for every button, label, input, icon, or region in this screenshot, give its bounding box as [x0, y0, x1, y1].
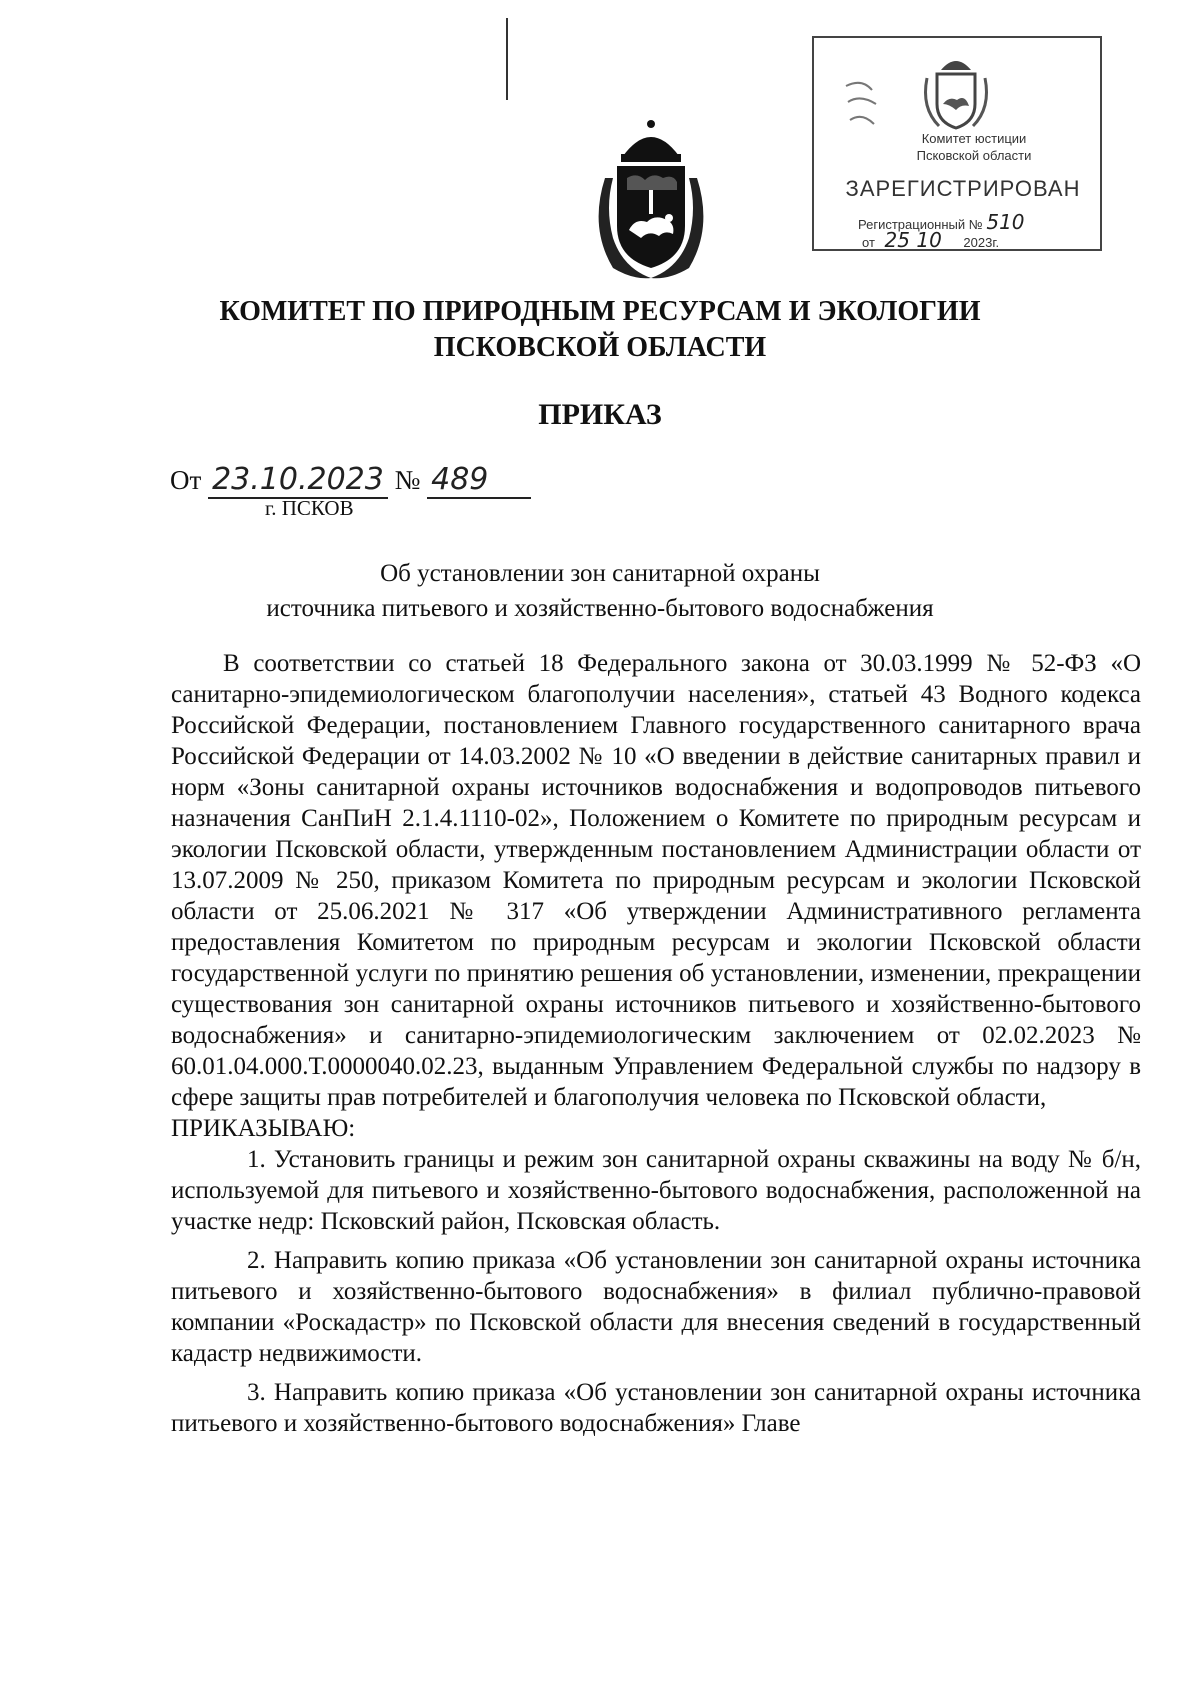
document-body	[171, 648, 1141, 1439]
order-word: ПРИКАЗЫВАЮ:	[171, 1115, 356, 1142]
stamp-crest-icon	[919, 52, 993, 132]
subject-line1: Об установлении зон санитарной охраны	[380, 560, 820, 587]
stamp-reg-number: 510	[986, 210, 1025, 234]
stamp-reg-date-line	[862, 228, 999, 252]
date-value: 23.10.2023	[208, 462, 388, 499]
date-label: От	[170, 465, 202, 495]
stamp-org-line1: Комитет юстиции	[921, 131, 1027, 146]
subject-line2: источника питьевого и хозяйственно-бытового водоснабжения	[266, 595, 934, 622]
organization-title-line1: КОМИТЕТ ПО ПРИРОДНЫМ РЕСУРСАМ И ЭКОЛОГИИ	[219, 296, 981, 327]
organization-title-line2: ПСКОВСКОЙ ОБЛАСТИ	[433, 332, 767, 363]
document-subject	[0, 556, 1200, 626]
stamp-reg-year: 2023г.	[963, 235, 1000, 250]
number-value: 489	[427, 462, 531, 499]
scan-mark-line	[506, 18, 508, 100]
stamp-reg-label: Регистрационный №	[858, 217, 983, 232]
order-item-1: 1. Установить границы и режим зон санитарной охраны скважины на воду № б/н, используемой для питьевого и хозяйственно-бытового водоснабжения, расположенной на участке недр: Псковский район, Псковская область.	[171, 1146, 1141, 1235]
stamp-from-label: от	[862, 235, 875, 250]
city: г. ПСКОВ	[265, 496, 354, 520]
stamp-organization	[874, 130, 1074, 164]
stamp-scribble-icon	[842, 76, 882, 136]
stamp-org-line2: Псковской области	[916, 148, 1032, 163]
preamble-paragraph: В соответствии со статьей 18 Федерального закона от 30.03.1999 № 52-ФЗ «О санитарно-эпидемиологическом благополучии населения», статьей 43 Водного кодекса Российской Федерации, постановлением Главного государственного санитарного врача Российской Федерации от 14.03.2002 № 10 «О введении в действие санитарных правил и норм «Зоны санитарной охраны источников водоснабжения и водопроводов питьевого назначения СанПиН 2.1.4.1110-02», Положением о Комитете по природным ресурсам и экологии Псковской области, утвержденным постановлением Администрации области от 13.07.2009 № 250, приказом Комитета по природным ресурсам и экологии Псковской области от 25.06.2021 № 317 «Об утверждении Административного регламента предоставления Комитетом по природным ресурсам и экологии Псковской области государственной услуги по принятию решения об установлении, изменении, прекращении существования зон санитарной охраны источников питьевого и хозяйственно-бытового водоснабжения» и санитарно-эпидемиологическим заключением от 02.02.2023 № 60.01.04.000.Т.0000040.02.23, выданным Управлением Федеральной службы по надзору в сфере защиты прав потребителей и благополучия человека по Псковской области,	[171, 650, 1141, 1111]
document-type: ПРИКАЗ	[538, 398, 662, 431]
stamp-reg-day-month: 25 10	[884, 228, 942, 252]
number-label: №	[394, 465, 421, 495]
date-number-line	[170, 462, 531, 499]
stamp-status: ЗАРЕГИСТРИРОВАН	[845, 176, 1081, 201]
order-item-2: 2. Направить копию приказа «Об установлении зон санитарной охраны источника питьевого и хозяйственно-бытового водоснабжения» в филиал публично-правовой компании «Роскадастр» по Псковской области для внесения сведений в государственный кадастр недвижимости.	[171, 1247, 1141, 1367]
organization-title	[0, 294, 1200, 366]
pskov-coat-of-arms-icon	[583, 118, 719, 282]
registration-stamp	[812, 36, 1102, 251]
order-item-3: 3. Направить копию приказа «Об установлении зон санитарной охраны источника питьевого и хозяйственно-бытового водоснабжения» Главе	[171, 1379, 1141, 1437]
